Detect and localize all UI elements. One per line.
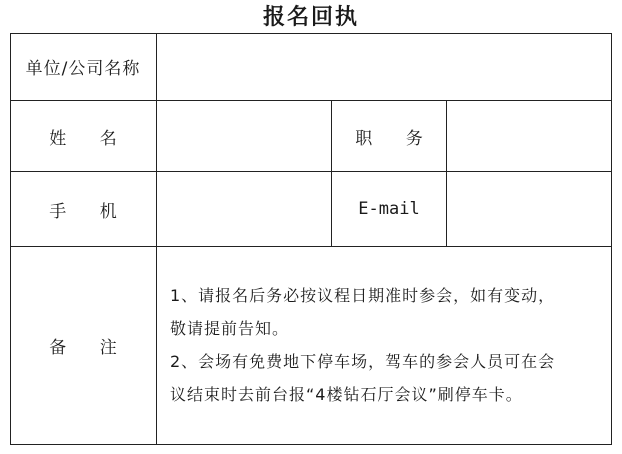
- remarks-line: 2、会场有免费地下停车场，驾车的参会人员可在会: [170, 352, 556, 371]
- remarks-line: 敬请提前告知。: [170, 319, 290, 338]
- remarks-line: 议结束时去前台报“4楼钻石厅会议”刷停车卡。: [170, 385, 523, 404]
- registration-form-table: [10, 33, 612, 445]
- remarks-line: 1、请报名后务必按议程日期准时参会，如有变动，: [170, 286, 556, 305]
- name-field[interactable]: [157, 101, 331, 171]
- company-field[interactable]: [157, 33, 611, 100]
- email-field[interactable]: [447, 172, 611, 246]
- remarks-label: 备 注: [49, 338, 131, 358]
- remarks-text: [170, 279, 610, 411]
- phone-label: 手 机: [49, 201, 131, 222]
- email-label: E-mail: [358, 199, 420, 219]
- position-label: 职 务: [355, 128, 437, 149]
- position-field[interactable]: [447, 101, 611, 171]
- form-title: 报名回执: [262, 5, 359, 30]
- name-label: 姓 名: [49, 128, 131, 149]
- company-label: 单位/公司名称: [25, 59, 141, 79]
- phone-field[interactable]: [157, 172, 331, 246]
